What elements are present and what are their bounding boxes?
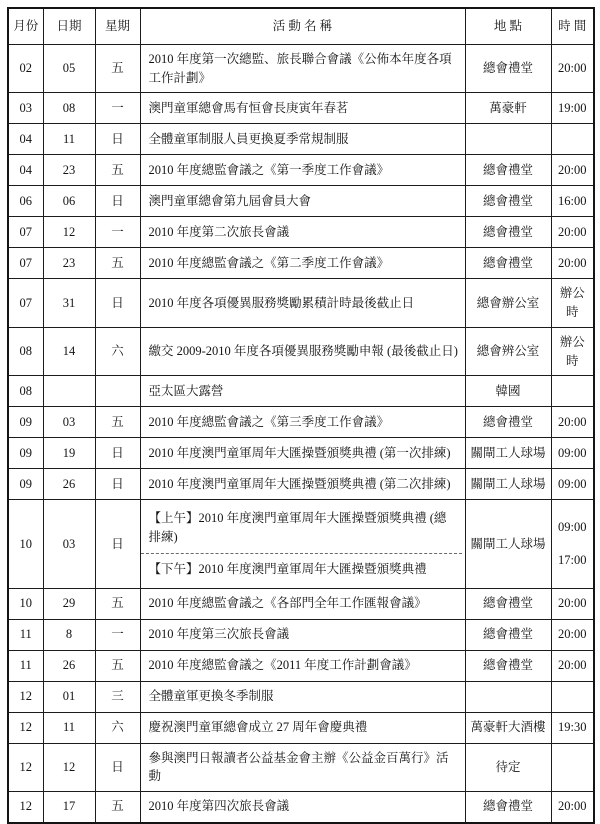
cell-time: [551, 500, 594, 588]
cell-activity: 2010 年度第一次總監、旅長聯合會議《公佈本年度各項工作計劃》: [140, 44, 465, 93]
cell-time: 20:00: [551, 248, 594, 279]
cell-date: 03: [43, 407, 95, 438]
cell-location: 總會禮堂: [465, 217, 551, 248]
table-row: [8, 588, 594, 619]
table-row: [8, 248, 594, 279]
cell-location: 總會辨公室: [465, 327, 551, 376]
cell-month: 09: [8, 469, 43, 500]
cell-date: 11: [43, 712, 95, 743]
table-row: [8, 500, 594, 588]
cell-location: [465, 681, 551, 712]
cell-activity: 全體童軍制服人員更換夏季常規制服: [140, 124, 465, 155]
cell-activity: 2010 年度總監會議之《第三季度工作會議》: [140, 407, 465, 438]
activity-afternoon: 【下午】2010 年度澳門童軍周年大匯操暨頒獎典禮: [148, 561, 427, 576]
cell-time: 辦公時: [551, 279, 594, 328]
cell-location: 總會禮堂: [465, 407, 551, 438]
cell-weekday: 五: [95, 650, 140, 681]
cell-weekday: 日: [95, 469, 140, 500]
col-header-time: 時 間: [551, 8, 594, 44]
cell-time: 20:00: [551, 44, 594, 93]
table-row: [8, 619, 594, 650]
cell-month: 10: [8, 588, 43, 619]
cell-weekday: 一: [95, 93, 140, 124]
cell-weekday: 一: [95, 619, 140, 650]
cell-weekday: 五: [95, 588, 140, 619]
cell-location: 總會辦公室: [465, 279, 551, 328]
cell-weekday: 日: [95, 500, 140, 588]
cell-month: 12: [8, 743, 43, 792]
cell-location: 總會禮堂: [465, 619, 551, 650]
cell-time: [551, 681, 594, 712]
cell-time: 20:00: [551, 650, 594, 681]
cell-activity: 2010 年度澳門童軍周年大匯操暨頒獎典禮 (第二次排練): [140, 469, 465, 500]
table-row: [8, 155, 594, 186]
cell-location: 總會禮堂: [465, 650, 551, 681]
table-row: [8, 792, 594, 823]
cell-month: 09: [8, 438, 43, 469]
cell-month: 09: [8, 407, 43, 438]
cell-time: 16:00: [551, 186, 594, 217]
table-row: [8, 124, 594, 155]
time-value: 09:00: [558, 519, 587, 534]
time-value: 17:00: [558, 553, 587, 568]
cell-weekday: 日: [95, 124, 140, 155]
cell-location: 總會禮堂: [465, 792, 551, 823]
cell-date: [43, 376, 95, 407]
cell-activity: 2010 年度總監會議之《各部門全年工作匯報會議》: [140, 588, 465, 619]
cell-date: 14: [43, 327, 95, 376]
cell-activity: 2010 年度第二次旅長會議: [140, 217, 465, 248]
cell-activity: 2010 年度第四次旅長會議: [140, 792, 465, 823]
cell-weekday: 日: [95, 438, 140, 469]
table-row: [8, 327, 594, 376]
table-row: [8, 681, 594, 712]
cell-month: 03: [8, 93, 43, 124]
cell-time: 辦公時: [551, 327, 594, 376]
cell-time: 09:00: [551, 438, 594, 469]
table-row: [8, 186, 594, 217]
cell-time: 20:00: [551, 407, 594, 438]
col-header-weekday: 星期: [95, 8, 140, 44]
cell-time: 20:00: [551, 217, 594, 248]
cell-location: 關閘工人球場: [465, 438, 551, 469]
cell-date: 8: [43, 619, 95, 650]
cell-time: 19:30: [551, 712, 594, 743]
col-header-location: 地 點: [465, 8, 551, 44]
cell-weekday: [95, 376, 140, 407]
cell-location: 總會禮堂: [465, 44, 551, 93]
cell-time: 20:00: [551, 588, 594, 619]
cell-weekday: 六: [95, 712, 140, 743]
cell-weekday: 三: [95, 681, 140, 712]
cell-activity: 澳門童軍總會第九屆會員大會: [140, 186, 465, 217]
table-row: [8, 217, 594, 248]
cell-weekday: 日: [95, 279, 140, 328]
cell-date: 03: [43, 500, 95, 588]
cell-location: 總會禮堂: [465, 186, 551, 217]
cell-date: 31: [43, 279, 95, 328]
cell-date: 23: [43, 155, 95, 186]
cell-month: 08: [8, 376, 43, 407]
col-header-date: 日期: [43, 8, 95, 44]
cell-time: 20:00: [551, 155, 594, 186]
cell-activity: 2010 年度澳門童軍周年大匯操暨頒獎典禮 (第一次排練): [140, 438, 465, 469]
cell-month: 07: [8, 279, 43, 328]
cell-activity: 澳門童軍總會馬有恒會長庚寅年春茗: [140, 93, 465, 124]
cell-activity: 2010 年度總監會議之《第二季度工作會議》: [140, 248, 465, 279]
time-split: [555, 516, 591, 572]
cell-date: 23: [43, 248, 95, 279]
cell-location: 關閘工人球場: [465, 500, 551, 588]
header-row: [8, 8, 594, 44]
cell-month: 10: [8, 500, 43, 588]
cell-date: 12: [43, 217, 95, 248]
cell-month: 07: [8, 248, 43, 279]
cell-location: [465, 124, 551, 155]
cell-location: 總會禮堂: [465, 155, 551, 186]
cell-month: 12: [8, 712, 43, 743]
cell-time: 09:00: [551, 469, 594, 500]
table-row: [8, 438, 594, 469]
cell-activity: 2010 年度總監會議之《第一季度工作會議》: [140, 155, 465, 186]
cell-location: 關閘工人球場: [465, 469, 551, 500]
cell-time: [551, 376, 594, 407]
cell-month: 12: [8, 681, 43, 712]
cell-weekday: 一: [95, 217, 140, 248]
cell-weekday: 日: [95, 186, 140, 217]
table-row: [8, 407, 594, 438]
activity-morning: 【上午】2010 年度澳門童軍周年大匯操暨頒獎典禮 (總排練): [148, 511, 447, 544]
cell-weekday: 五: [95, 792, 140, 823]
table-row: [8, 44, 594, 93]
table-row: [8, 743, 594, 792]
activity-table-body: [8, 44, 594, 822]
cell-time: 20:00: [551, 792, 594, 823]
cell-date: 08: [43, 93, 95, 124]
cell-date: 29: [43, 588, 95, 619]
dashed-divider: [141, 553, 462, 554]
cell-date: 26: [43, 650, 95, 681]
cell-weekday: 六: [95, 327, 140, 376]
cell-month: 04: [8, 155, 43, 186]
cell-time: [551, 124, 594, 155]
cell-time: [551, 743, 594, 792]
cell-date: 01: [43, 681, 95, 712]
cell-weekday: 五: [95, 407, 140, 438]
cell-date: 11: [43, 124, 95, 155]
cell-activity: 全體童軍更換冬季制服: [140, 681, 465, 712]
cell-date: 05: [43, 44, 95, 93]
cell-activity: 參與澳門日報讀者公益基金會主辦《公益金百萬行》活動: [140, 743, 465, 792]
cell-location: 總會禮堂: [465, 248, 551, 279]
cell-month: 07: [8, 217, 43, 248]
cell-activity: [140, 500, 465, 588]
cell-date: 06: [43, 186, 95, 217]
table-row: [8, 469, 594, 500]
cell-weekday: 日: [95, 743, 140, 792]
cell-month: 11: [8, 650, 43, 681]
activity-schedule-table: [7, 7, 595, 824]
table-header: [8, 8, 594, 44]
cell-location: 待定: [465, 743, 551, 792]
cell-activity: 2010 年度總監會議之《2011 年度工作計劃會議》: [140, 650, 465, 681]
cell-activity: 慶祝澳門童軍總會成立 27 周年會慶典禮: [140, 712, 465, 743]
cell-time: 19:00: [551, 93, 594, 124]
cell-activity: 亞太區大露營: [140, 376, 465, 407]
table-row: [8, 712, 594, 743]
cell-month: 12: [8, 792, 43, 823]
table-row: [8, 376, 594, 407]
cell-month: 08: [8, 327, 43, 376]
cell-weekday: 五: [95, 155, 140, 186]
table-row: [8, 279, 594, 328]
cell-month: 04: [8, 124, 43, 155]
cell-location: 韓國: [465, 376, 551, 407]
cell-activity: 2010 年度第三次旅長會議: [140, 619, 465, 650]
table-row: [8, 93, 594, 124]
cell-weekday: 五: [95, 248, 140, 279]
cell-activity: 2010 年度各項優異服務獎勵累積計時最後截止日: [140, 279, 465, 328]
col-header-activity: 活 動 名 稱: [140, 8, 465, 44]
cell-date: 26: [43, 469, 95, 500]
cell-location: 萬豪軒大酒樓: [465, 712, 551, 743]
cell-month: 06: [8, 186, 43, 217]
cell-location: 總會禮堂: [465, 588, 551, 619]
cell-date: 17: [43, 792, 95, 823]
cell-month: 11: [8, 619, 43, 650]
cell-date: 12: [43, 743, 95, 792]
cell-date: 19: [43, 438, 95, 469]
cell-activity: 繳交 2009-2010 年度各項優異服務獎勵申報 (最後截止日): [140, 327, 465, 376]
table-row: [8, 650, 594, 681]
cell-time: 20:00: [551, 619, 594, 650]
col-header-month: 月份: [8, 8, 43, 44]
cell-weekday: 五: [95, 44, 140, 93]
cell-month: 02: [8, 44, 43, 93]
cell-location: 萬豪軒: [465, 93, 551, 124]
